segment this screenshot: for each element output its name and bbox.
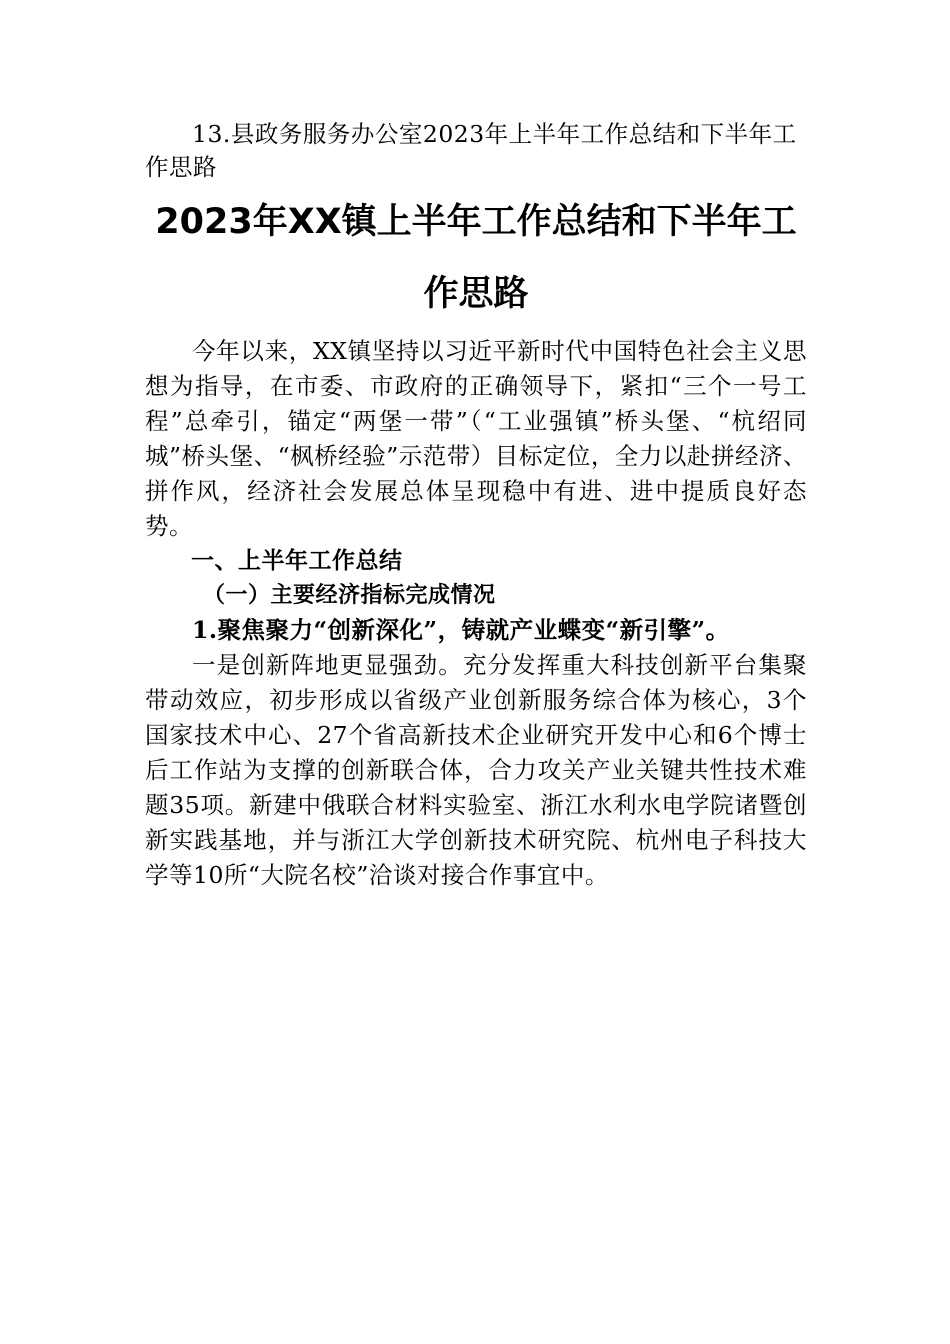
section1-heading: 一、上半年工作总结 [191, 548, 403, 574]
document-title-line2: 作思路 [423, 274, 529, 314]
document-title-line1: 2023年XX镇上半年工作总结和下半年工 [155, 202, 797, 242]
subsection1-heading: （一）主要经济指标完成情况 [203, 582, 496, 608]
point1-paragraph: 一是创新阵地更显强劲。充分发挥重大科技创新平台集聚带动效应，初步形成以省级产业创新服务综合体为核心，3个国家技术中心、27个省高新技术企业研究开发中心和6个博士后工作站为支撑的创新联合体，合力攻关产业关键共性技术难题35项。新建中俄联合材料实验室、浙江水利水电学院诸暨创新实践基地，并与浙江大学创新技术研究院、杭州电子科技大学等10所“大院名校”洽谈对接合作事宜中。 [145, 651, 807, 889]
document-page [145, 118, 807, 893]
intro-paragraph: 今年以来，XX镇坚持以习近平新时代中国特色社会主义思想为指导，在市委、市政府的正确领导下，紧扣“三个一号工程”总牵引，锚定“两堡一带”（“工业强镇”桥头堡、“杭绍同城”桥头堡、“枫桥经验”示范带）目标定位，全力以赴拼经济、拼作风，经济社会发展总体呈现稳中有进、进中提质良好态势。 [145, 337, 807, 540]
point1-heading: 1.聚焦聚力“创新深化”，铸就产业蝶变“新引擎”。 [192, 616, 730, 644]
toc-item: 13.县政务服务办公室2023年上半年工作总结和下半年工作思路 [145, 120, 797, 181]
